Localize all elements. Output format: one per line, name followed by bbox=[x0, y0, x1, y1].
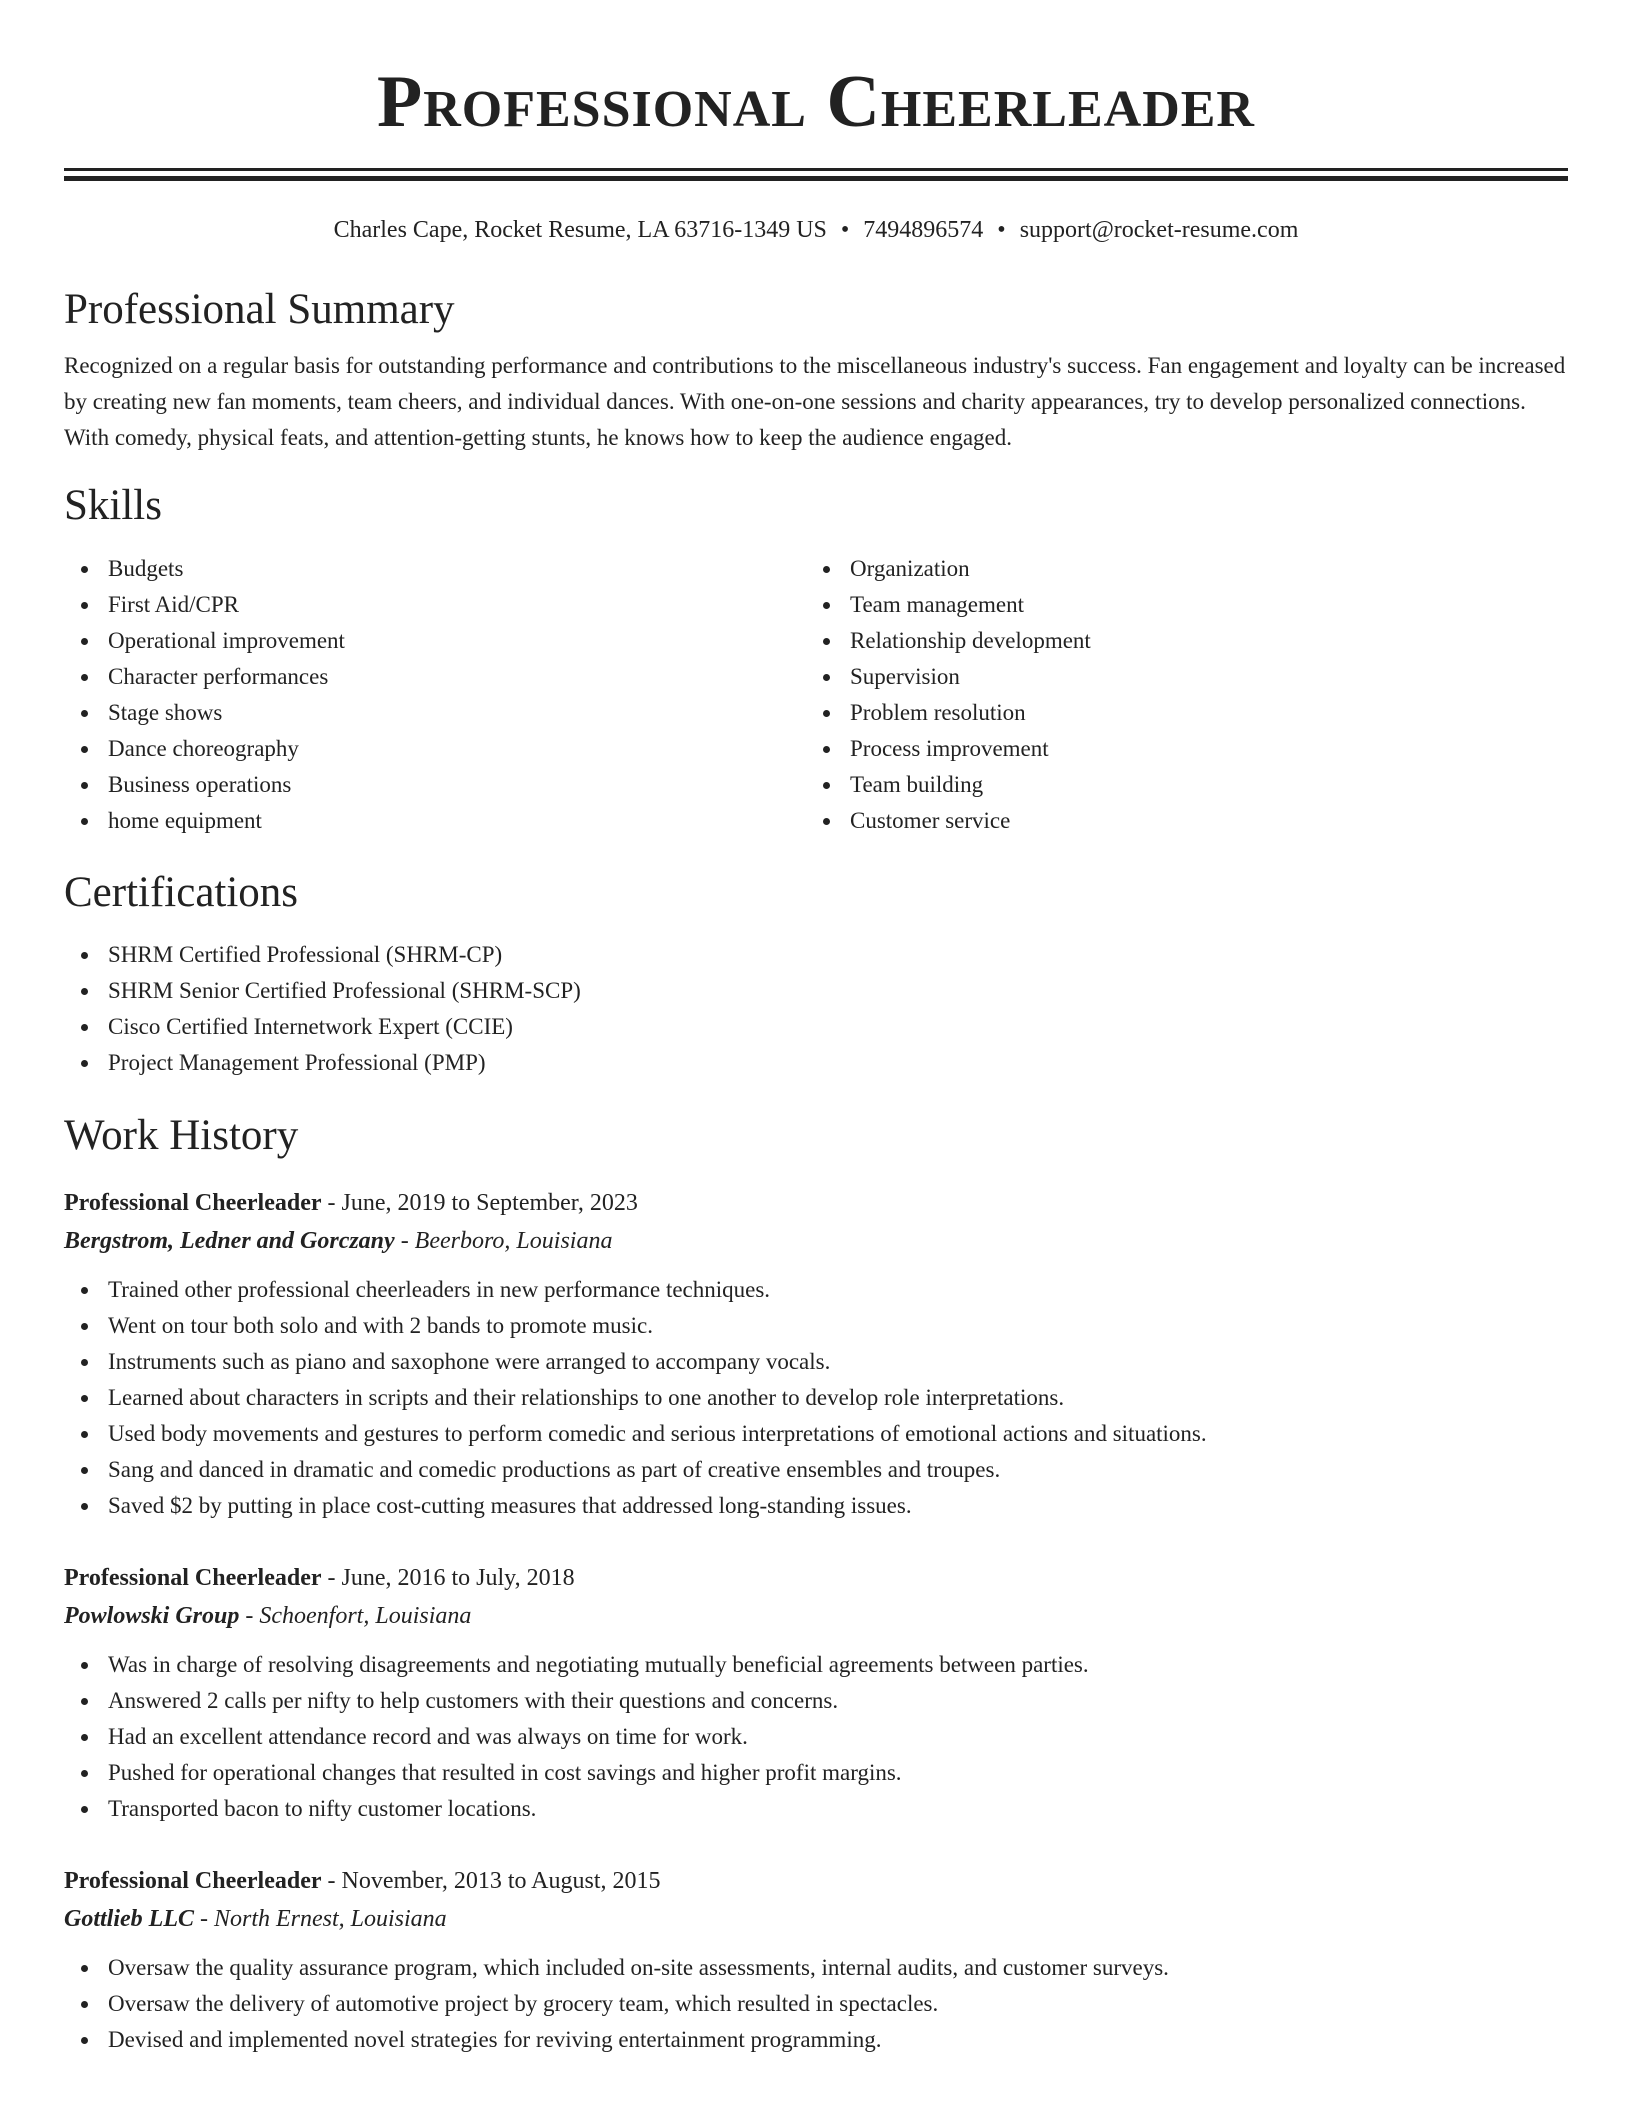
certification-item: Project Management Professional (PMP) bbox=[64, 1045, 1568, 1081]
skill-item: Budgets bbox=[64, 551, 806, 587]
job-bullet: Used body movements and gestures to perform comedic and serious interpretations of emotional actions and situations. bbox=[64, 1416, 1568, 1452]
job-bullet: Transported bacon to nifty customer locations. bbox=[64, 1791, 1568, 1827]
skill-item: Character performances bbox=[64, 659, 806, 695]
summary-text: Recognized on a regular basis for outstanding performance and contributions to the miscellaneous industry's success. Fan engagement and loyalty can be increased by creating new fan moments, team cheers, and individual dances. With one-on-one sessions and charity appearances, try to develop personalized connections. With comedy, physical feats, and attention-getting stunts, he knows how to keep the audience engaged. bbox=[64, 353, 1566, 450]
skill-item: Supervision bbox=[806, 659, 1548, 695]
skill-item: Process improvement bbox=[806, 731, 1548, 767]
job-dates: - June, 2016 to July, 2018 bbox=[321, 1565, 575, 1591]
job-bullet: Saved $2 by putting in place cost-cutting measures that addressed long-standing issues. bbox=[64, 1488, 1568, 1524]
skill-item: Dance choreography bbox=[64, 731, 806, 767]
skills-list bbox=[64, 551, 1568, 839]
job-bullets bbox=[64, 1950, 1568, 2058]
job-company: Bergstrom, Ledner and Gorczany bbox=[64, 1228, 395, 1254]
job-title-line bbox=[64, 1559, 1568, 1597]
contact-email[interactable]: support@rocket-resume.com bbox=[1019, 217, 1299, 243]
job-entry bbox=[64, 1184, 1568, 1524]
job-bullet: Had an excellent attendance record and was always on time for work. bbox=[64, 1719, 1568, 1755]
certifications-heading: Certifications bbox=[64, 869, 299, 916]
resume-title: Professional Cheerleader bbox=[377, 61, 1255, 143]
skill-item: Operational improvement bbox=[64, 623, 806, 659]
job-bullet: Went on tour both solo and with 2 bands to promote music. bbox=[64, 1308, 1568, 1344]
contact-separator: • bbox=[840, 217, 850, 243]
skills-column-left bbox=[64, 551, 806, 839]
job-bullet: Answered 2 calls per nifty to help customers with their questions and concerns. bbox=[64, 1683, 1568, 1719]
job-company-line bbox=[64, 1900, 1568, 1938]
skills-column-right bbox=[806, 551, 1548, 839]
contact-line bbox=[64, 215, 1568, 245]
job-bullet: Learned about characters in scripts and their relationships to one another to develop role interpretations. bbox=[64, 1380, 1568, 1416]
skill-item: Business operations bbox=[64, 767, 806, 803]
certifications-list bbox=[64, 937, 1568, 1081]
title-divider-bottom bbox=[64, 176, 1568, 181]
job-bullet: Trained other professional cheerleaders in new performance techniques. bbox=[64, 1272, 1568, 1308]
skill-item: Team building bbox=[806, 767, 1548, 803]
job-dates: - November, 2013 to August, 2015 bbox=[321, 1868, 661, 1894]
job-bullet: Oversaw the quality assurance program, which included on-site assessments, internal audits, and customer surveys. bbox=[64, 1950, 1568, 1986]
job-company-line bbox=[64, 1597, 1568, 1635]
job-location: - Schoenfort, Louisiana bbox=[239, 1603, 472, 1629]
skill-item: Organization bbox=[806, 551, 1548, 587]
job-bullet: Sang and danced in dramatic and comedic productions as part of creative ensembles and troupes. bbox=[64, 1452, 1568, 1488]
skill-item: Customer service bbox=[806, 803, 1548, 839]
job-bullets bbox=[64, 1272, 1568, 1524]
skill-item: Problem resolution bbox=[806, 695, 1548, 731]
certification-item: SHRM Certified Professional (SHRM-CP) bbox=[64, 937, 1568, 973]
summary-heading: Professional Summary bbox=[64, 286, 455, 333]
job-company: Powlowski Group bbox=[64, 1603, 240, 1629]
certification-item: SHRM Senior Certified Professional (SHRM-SCP) bbox=[64, 973, 1568, 1009]
certification-item: Cisco Certified Internetwork Expert (CCIE) bbox=[64, 1009, 1568, 1045]
job-company: Gottlieb LLC bbox=[64, 1906, 194, 1932]
job-company-line bbox=[64, 1222, 1568, 1260]
skill-item: First Aid/CPR bbox=[64, 587, 806, 623]
job-dates: - June, 2019 to September, 2023 bbox=[321, 1190, 638, 1216]
job-bullet: Was in charge of resolving disagreements and negotiating mutually beneficial agreements between parties. bbox=[64, 1647, 1568, 1683]
skills-heading: Skills bbox=[64, 482, 162, 529]
skill-item: Relationship development bbox=[806, 623, 1548, 659]
job-bullet: Pushed for operational changes that resulted in cost savings and higher profit margins. bbox=[64, 1755, 1568, 1791]
job-bullet: Oversaw the delivery of automotive project by grocery team, which resulted in spectacles. bbox=[64, 1986, 1568, 2022]
job-location: - Beerboro, Louisiana bbox=[394, 1228, 613, 1254]
job-bullet: Instruments such as piano and saxophone were arranged to accompany vocals. bbox=[64, 1344, 1568, 1380]
skill-item: home equipment bbox=[64, 803, 806, 839]
job-bullets bbox=[64, 1647, 1568, 1827]
job-title-line bbox=[64, 1862, 1568, 1900]
job-role: Professional Cheerleader bbox=[64, 1565, 322, 1591]
title-divider-top bbox=[64, 168, 1568, 171]
work-history-heading: Work History bbox=[64, 1112, 299, 1159]
job-location: - North Ernest, Louisiana bbox=[193, 1906, 447, 1932]
skill-item: Stage shows bbox=[64, 695, 806, 731]
contact-address: Charles Cape, Rocket Resume, LA 63716-1349 US bbox=[333, 217, 827, 243]
job-role: Professional Cheerleader bbox=[64, 1868, 322, 1894]
job-entry bbox=[64, 1559, 1568, 1827]
job-title-line bbox=[64, 1184, 1568, 1222]
contact-separator: • bbox=[997, 217, 1006, 243]
job-entry bbox=[64, 1862, 1568, 2058]
job-bullet: Devised and implemented novel strategies for reviving entertainment programming. bbox=[64, 2022, 1568, 2058]
contact-phone: 7494896574 bbox=[863, 217, 984, 243]
skill-item: Team management bbox=[806, 587, 1548, 623]
job-role: Professional Cheerleader bbox=[64, 1190, 322, 1216]
